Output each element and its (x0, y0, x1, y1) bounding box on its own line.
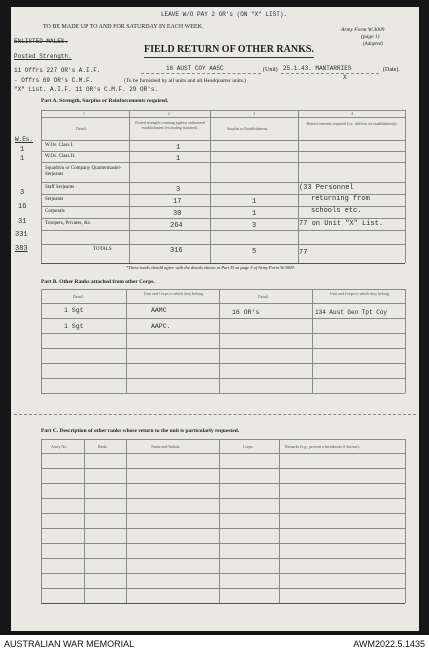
archive-footer (0, 636, 429, 653)
row-pte-surplus: 3 (252, 222, 257, 230)
footer-institution: AUSTRALIAN WAR MEMORIAL (4, 639, 135, 649)
header-surplus: Surplus to Establishment. (227, 126, 268, 131)
row-wo1-posted: 1 (176, 144, 181, 152)
row-cpl-reinf: schools etc. (311, 207, 362, 215)
row-cpl-posted: 30 (173, 210, 182, 218)
b-header-unit-1: Unit and Corps to which they belong. (143, 291, 205, 296)
col-number-4: 4 (351, 111, 353, 116)
totals-side: 383 (15, 245, 28, 253)
row-ssgt-detail: Staff Serjeants (45, 185, 75, 190)
row-wo2-detail: W.Os. Class II. (45, 154, 76, 159)
header-reinforcements: Reinforcements required (i.e., deficits on establishment). (306, 121, 398, 126)
date-value: 25.1.43. MANTARRIES (283, 65, 352, 72)
b-row1-unit2: 134 Aust Gen Tpt Coy (315, 309, 388, 316)
c-header-rank: Rank. (98, 444, 108, 449)
totals-surplus: 5 (252, 248, 257, 256)
row-sgt-reinf: returning from (311, 195, 370, 203)
row-cpl-detail: Corporals (45, 209, 65, 214)
b-header-unit-2: Unit and Corps to which they belong. (329, 291, 391, 296)
unit-value: 16 AUST COY AASC (166, 65, 224, 72)
col-number-1: 1 (83, 111, 85, 116)
row-cqms-detail: Squadron or Company Quartermaster-Serjeants (45, 166, 122, 177)
row-wo2-posted: 1 (176, 155, 181, 163)
totals-label: TOTALS (93, 247, 112, 252)
row-sgt-detail: Serjeants (45, 197, 64, 202)
posted-strength-label: Posted Strength. (14, 53, 72, 60)
col-number-2: 2 (168, 111, 170, 116)
row-cpl-side: 31 (18, 218, 27, 226)
made-up-line: TO BE MADE UP TO AND FOR SATURDAY IN EACH WEEK. (43, 24, 204, 30)
c-header-army-no: Army No. (51, 444, 68, 449)
leave-line: LEAVE W/O PAY 2 OR's (ON "X" LIST). (161, 11, 288, 18)
strength-line-cmf: - Offrs 69 OR's C.M.F. (14, 77, 94, 84)
part-b-title: Part B. Other Ranks attached from other Corps. (41, 279, 155, 285)
date-label: (Date). (383, 67, 400, 73)
part-a-title: Part A. Strength, Surplus or Reinforcements required. (41, 98, 169, 104)
strength-line-aif: 11 Offrs 227 OR's A.I.F. (14, 67, 101, 74)
b-header-detail-1: Detail. (73, 294, 84, 299)
row-cpl-surplus: 1 (252, 210, 257, 218)
furnished-note: (To be furnished by all units and all Headquarter units.) (124, 78, 247, 84)
row-ssgt-side: 3 (20, 189, 25, 197)
b-row2-unit: AAPC. (151, 323, 171, 330)
unit-label: (Unit) (263, 67, 278, 73)
b-row1-detail2: 16 OR's (232, 309, 260, 316)
army-form-label: Army Form W.3009 (341, 27, 385, 33)
c-header-remarks: Remarks (e.g., present whereabouts if known). (285, 444, 360, 449)
totals-note: *These totals should agree with the details shown in Part D on page 3 of Army Form W.3009. (126, 265, 295, 270)
totals-reinf: 77 (299, 249, 308, 257)
row-sgt-side: 16 (18, 203, 27, 211)
header-posted-strength: Posted strength counting against authorized establishment (excluding attached). (135, 120, 205, 130)
b-row2-detail: 1 Sgt (64, 323, 84, 330)
row-wo1-detail: W.Os. Class I. (45, 143, 74, 148)
row-pte-detail: Troopers, Privates, &c. (45, 221, 92, 226)
b-row1-detail: 1 Sgt (64, 307, 84, 314)
x-mark: X (343, 74, 347, 81)
header-detail: Detail. (76, 126, 87, 131)
strength-line-x-list: "X" List. A.I.F. 11 OR's C.M.F. 29 OR's. (14, 86, 159, 93)
row-wo1-side: 1 (20, 146, 25, 154)
part-c-title: Part C. Description of other ranks whose return to the unit is particularly requested. (41, 428, 240, 434)
row-ssgt-reinf: (33 Personnel (299, 184, 354, 192)
document-page (11, 7, 419, 631)
row-ssgt-posted: 3 (176, 186, 181, 194)
enlisted-males-label: ENLISTED MALES. (14, 38, 69, 45)
footer-accession-number: AWM2022.5.1435 (353, 639, 425, 649)
c-header-name: Name and Initials. (151, 444, 181, 449)
row-wo2-side: 1 (20, 155, 25, 163)
totals-posted: 316 (170, 247, 183, 255)
row-pte-posted: 264 (170, 222, 183, 230)
row-pte-side: 331 (15, 231, 28, 239)
b-row1-unit: AAMC (151, 307, 167, 314)
row-sgt-surplus: 1 (252, 198, 257, 206)
row-sgt-posted: 17 (173, 198, 182, 206)
b-header-detail-2: Detail. (258, 294, 269, 299)
we-side-label: W.Es. (15, 136, 34, 143)
row-pte-reinf: 77 on Unit "X" List. (299, 220, 384, 228)
adapted-label: (Adapted) (363, 42, 383, 47)
col-number-3: 3 (253, 111, 255, 116)
c-header-corps: Corps. (243, 444, 254, 449)
page-number: (page 1) (361, 34, 380, 40)
form-title: FIELD RETURN OF OTHER RANKS. (144, 44, 314, 55)
